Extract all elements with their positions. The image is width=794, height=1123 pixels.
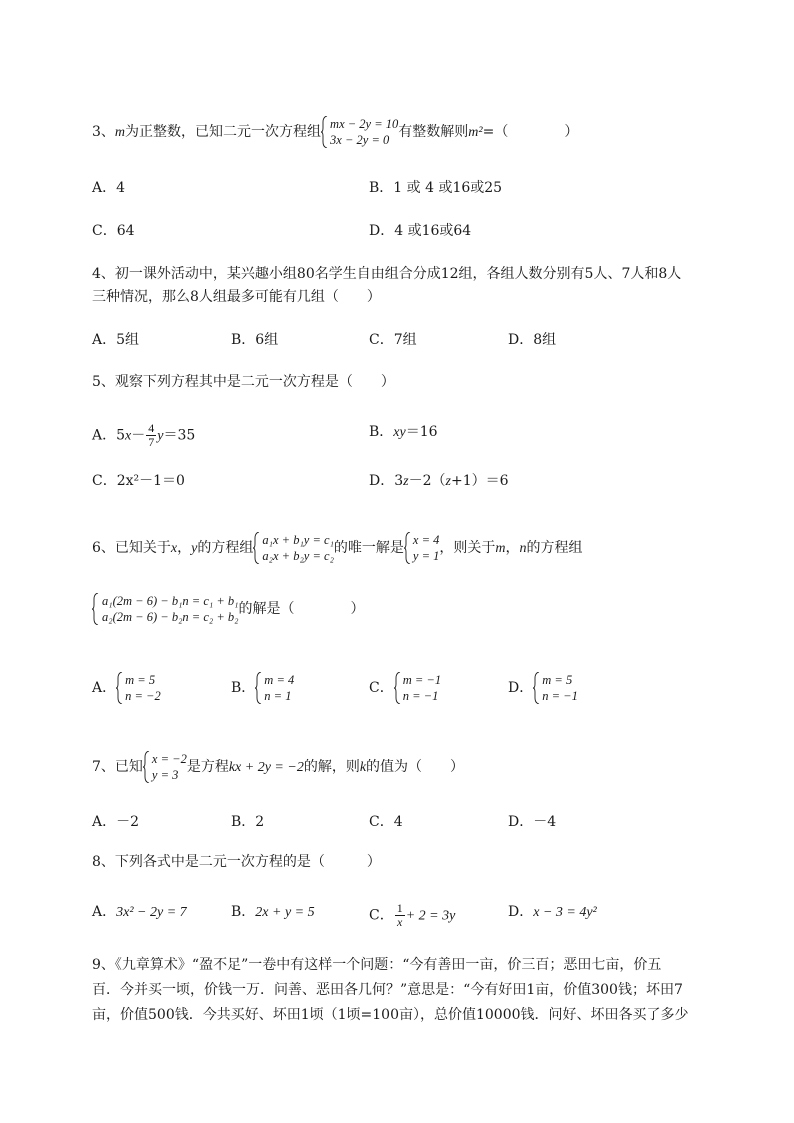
brace-icon xyxy=(92,593,99,625)
question-9-line-1: 9、《九章算术》“盈不足”一卷中有这样一个问题：“今有善田一亩，价三百；恶田七亩，价五 xyxy=(92,957,662,973)
q4-option-c: C．7组 xyxy=(369,332,417,348)
q3-option-d: D．4 或16或64 xyxy=(369,223,472,239)
q5-option-d: D．3z－2（z+1）＝6 xyxy=(369,473,509,489)
q6-equation-system-2: a₁(2m − 6) − b₁n = c₁ + b₁ a₂(2m − 6) − b₂n = c₂ + b₂ xyxy=(92,593,239,625)
q6-option-c: C． m = −1 n = −1 xyxy=(369,673,442,703)
q7-option-d: D．－4 xyxy=(508,814,557,830)
question-9-line-2: 百．今并买一顷，价钱一万．问善、恶田各几何？”意思是：“今有好田1亩，价值300钱；坏田7 xyxy=(92,982,683,998)
q6-solution-system: x = 4 y = 1 xyxy=(404,532,439,564)
q8-option-d: D．x − 3 = 4y² xyxy=(508,904,597,920)
question-4-line-2: 三种情况，那么8人组最多可能有几组（ ） xyxy=(92,289,381,305)
brace-icon xyxy=(143,751,150,783)
q8-option-c: C． $\frac{1}{x}$ + 2 = 3y xyxy=(369,901,456,929)
q7-option-c: C．4 xyxy=(369,814,403,830)
brace-icon xyxy=(255,672,262,704)
q3-sys-row-1: mx − 2y = 10 xyxy=(330,117,399,131)
q3-equation-system xyxy=(321,116,398,148)
q3-number: 3、 xyxy=(92,124,115,140)
q3-option-b: B．1 或 4 或16或25 xyxy=(369,180,503,196)
brace-icon xyxy=(253,532,260,564)
q8-option-b: B．2x + y = 5 xyxy=(231,904,315,920)
q7-solution-system: x = −2 y = 3 xyxy=(143,751,187,783)
question-9-line-3: 亩，价值500钱．今共买好、坏田1顷（1顷=100亩），总价值10000钱．问好、坏田各买了多少 xyxy=(92,1007,689,1023)
q7-option-b: B．2 xyxy=(231,814,265,830)
brace-icon xyxy=(321,116,328,148)
brace-icon xyxy=(394,672,401,704)
q5-option-b: B．xy＝16 xyxy=(369,424,438,440)
question-6-stem: 6、已知关于x，y的方程组 a₁x + b₁y = c₁ a₂x + b₂y = c₂ 的唯一解是 x = 4 y = 1 ，则关于m，n的方程组 xyxy=(92,533,583,563)
q4-option-d: D．8组 xyxy=(508,332,557,348)
q4-option-a: A．5组 xyxy=(92,332,140,348)
question-8-stem: 8、下列各式中是二元一次方程的是（ ） xyxy=(92,854,381,870)
q3-text-c: =（ ） xyxy=(482,124,579,140)
q3-text-a: 为正整数，已知二元一次方程组 xyxy=(125,124,322,140)
q3-var-m: m xyxy=(114,125,126,140)
q8-c-fraction: $\frac{1}{x}$ xyxy=(396,901,403,929)
q6-option-d: D． m = 5 n = −1 xyxy=(508,673,578,703)
question-5-stem: 5、观察下列方程其中是二元一次方程是（ ） xyxy=(92,374,395,390)
q3-option-c: C．64 xyxy=(92,223,135,239)
q7-option-a: A．－2 xyxy=(92,814,140,830)
q3-m-squared: m² xyxy=(468,125,483,140)
q6-equation-system-1: a₁x + b₁y = c₁ a₂x + b₂y = c₂ xyxy=(253,532,334,564)
brace-icon xyxy=(533,672,540,704)
q5-option-c: C．2x²－1＝0 xyxy=(92,473,185,489)
q3-option-a: A．4 xyxy=(92,180,126,196)
brace-icon xyxy=(116,672,123,704)
brace-icon xyxy=(404,532,411,564)
question-6-system-2: a₁(2m − 6) − b₁n = c₁ + b₁ a₂(2m − 6) − b₂n = c₂ + b₂ 的解是（ ） xyxy=(92,593,365,625)
q6-option-a: A． m = 5 n = −2 xyxy=(92,673,161,703)
q5-a-fraction: $\frac{4}{7}$ xyxy=(148,421,155,449)
question-4-line-1: 4、初一课外活动中，某兴趣小组80名学生自由组合分成12组，各组人数分别有5人、7人和8人 xyxy=(92,266,682,282)
q3-text-b: 有整数解则 xyxy=(398,124,469,140)
q3-sys-row-2: 3x − 2y = 0 xyxy=(330,133,390,147)
question-3-stem xyxy=(92,116,578,148)
question-7-stem: 7、已知 x = −2 y = 3 是方程kx + 2y = −2的解，则k的值为（ ） xyxy=(92,752,465,782)
q5-option-a: A．5x－ $\frac{4}{7}$ y＝35 xyxy=(92,421,196,449)
q6-option-b: B． m = 4 n = 1 xyxy=(231,673,295,703)
q4-option-b: B．6组 xyxy=(231,332,279,348)
q8-option-a: A．3x² − 2y = 7 xyxy=(92,904,187,920)
